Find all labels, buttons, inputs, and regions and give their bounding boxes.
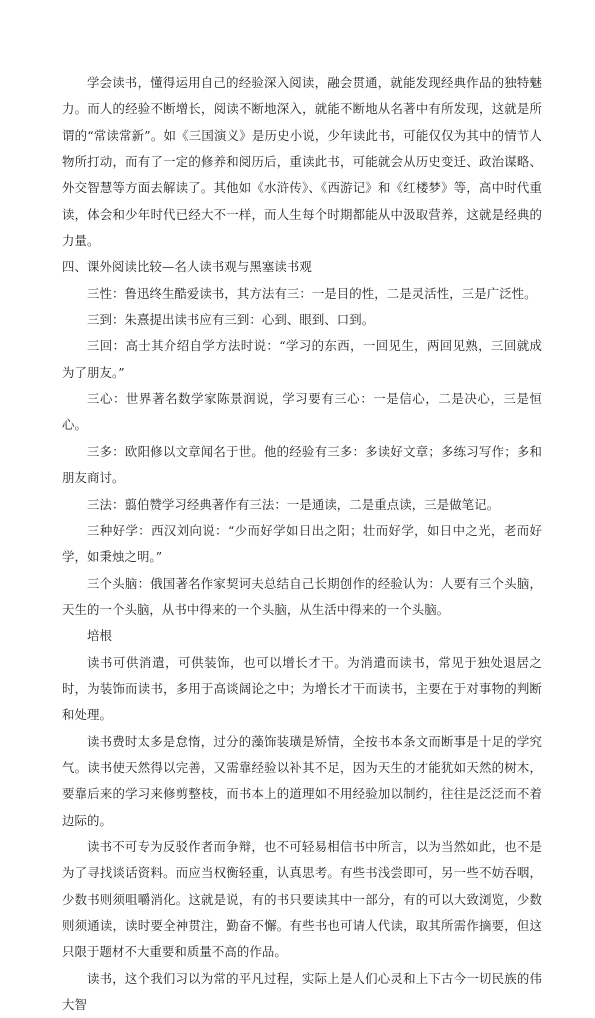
paragraph-gao-shiqi: 三回：高士其介绍自学方法时说：“学习的东西，一回见生，两回见熟，三回就成为了朋友。” (62, 338, 542, 380)
paragraph-jian-bozan: 三法：翦伯赞学习经典著作有三法：一是通读，二是重点读，三是做笔记。 (87, 496, 500, 512)
document-body (62, 70, 542, 1018)
paragraph-reading-process: 读书，这个我们习以为常的平凡过程，实际上是人们心灵和上下古今一切民族的伟大智 (62, 970, 542, 1013)
paragraph-chen-jingrun: 三心：世界著名数学家陈景润说，学习要有三心：一是信心，二是决心，三是恒心。 (62, 391, 542, 433)
paragraph-reading-experience: 学会读书，懂得运用自己的经验深入阅读，融会贯通，就能发现经典作品的独特魅力。而人的经验不断增长，阅读不断地深入，就能不断地从名著中有所发现，这就是所谓的“常读常新”。如《三国演义》是历史小说，少年读此书，可能仅仅为其中的情节人物所打动，而有了一定的修养和阅历后，重读此书，可能就会从历史变迁、政治谋略、外交智慧等方面去解读了。其他如《水浒传》、《西游记》和《红楼梦》等，高中时代重读，体会和少年时代已经大不一样，而人生每个时期都能从中汲取营养，这就是经典的力量。 (62, 75, 542, 249)
paragraph-bacon-method: 读书不可专为反驳作者而争辩，也不可轻易相信书中所言，以为当然如此，也不是为了寻找谈话资料。而应当权衡轻重，认真思考。有些书浅尝即可，另一些不妨吞咽，少数书则须咀嚼消化。这就是说，有的书只要读其中一部分，有的可以大致浏览，少数则须通读，读时要全神贯注，勤奋不懈。有些书也可请人代读，取其所需作摘要，但这只限于题材不大重要和质量不高的作品。 (62, 838, 542, 960)
paragraph-liu-xiang: 三种好学：西汉刘向说：“少而好学如日出之阳；壮而好学，如日中之光，老而好学，如秉烛之明。” (62, 522, 542, 565)
paragraph-zhu-xi: 三到：朱熹提出读书应有三到：心到、眼到、口到。 (87, 312, 375, 328)
subheading-bacon: 培根 (87, 628, 112, 644)
section-heading-four: 四、课外阅读比较—名人读书观与黑塞读书观 (62, 259, 312, 275)
paragraph-chekhov: 三个头脑：俄国著名作家契诃夫总结自己长期创作的经验认为：人要有三个头脑，天生的一个头脑，从书中得来的一个头脑，从生活中得来的一个头脑。 (62, 575, 542, 617)
paragraph-ouyang-xiu: 三多：欧阳修以文章闻名于世。他的经验有三多：多读好文章；多练习写作；多和朋友商讨。 (62, 443, 542, 486)
paragraph-lu-xun: 三性：鲁迅终生酷爱读书，其方法有三：一是目的性，二是灵活性，三是广泛性。 (87, 285, 537, 301)
paragraph-bacon-purpose: 读书可供消遣，可供装饰，也可以增长才干。为消遣而读书，常见于独处退居之时，为装饰而读书，多用于高谈阔论之中；为增长才干而读书，主要在于对事物的判断和处理。 (62, 654, 542, 723)
paragraph-bacon-experience: 读书费时太多是怠惰，过分的藻饰装璜是矫情，全按书本条文而断事是十足的学究气。读书使天然得以完善，又需靠经验以补其不足，因为天生的才能犹如天然的树木，要靠后来的学习来修剪整枝，而书本上的道理如不用经验加以制约，往往是泛泛而不着边际的。 (62, 733, 542, 828)
